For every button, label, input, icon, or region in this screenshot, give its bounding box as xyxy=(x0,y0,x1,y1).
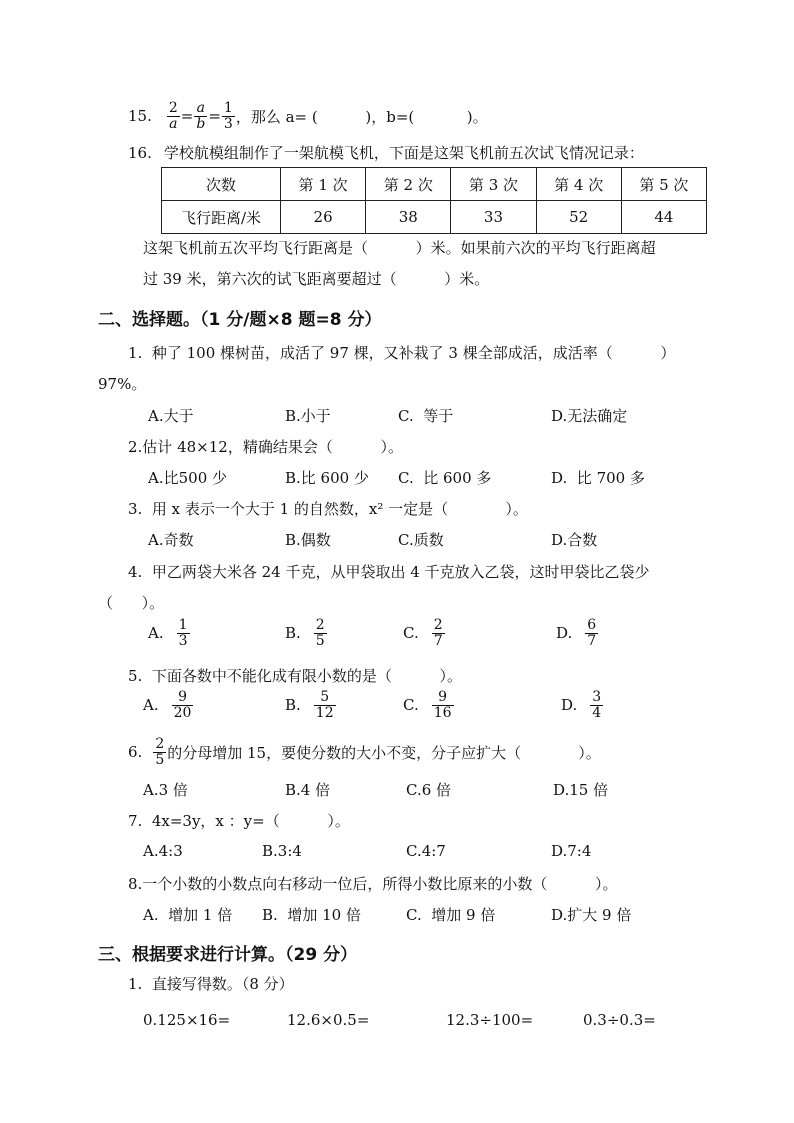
option-a: A.大于 xyxy=(148,407,194,425)
option-c: C. 等于 xyxy=(398,407,454,425)
option-c: C.6 倍 xyxy=(406,781,452,799)
option-fraction: $\frac{2}{5}$ xyxy=(315,617,325,649)
table-cell: 33 xyxy=(451,201,536,234)
option-d: D. $\frac{3}{4}$ xyxy=(561,689,602,721)
calc-item: 12.6×0.5= xyxy=(287,1011,370,1029)
choice-8-stem: 8.一个小数的小数点向右移动一位后，所得小数比原来的小数（ ）。 xyxy=(128,875,618,893)
option-b: B. $\frac{2}{5}$ xyxy=(285,617,325,649)
option-fraction: $\frac{5}{12}$ xyxy=(315,689,334,721)
option-d: D.合数 xyxy=(551,531,598,549)
table-cell: 第 4 次 xyxy=(536,168,621,201)
fraction-a-over-b: $\frac{a}{b}$ xyxy=(196,99,206,132)
option-d: D.15 倍 xyxy=(553,781,609,799)
question-16-line1: 这架飞机前五次平均飞行距离是（ ）米。如果前六次的平均飞行距离超 xyxy=(143,239,656,257)
option-a: A. $\frac{9}{20}$ xyxy=(143,689,192,721)
choice-3-stem: 3. 用 x 表示一个大于 1 的自然数，x² 一定是（ ）。 xyxy=(128,500,528,518)
table-cell: 第 5 次 xyxy=(621,168,706,201)
section-3-title: 三、根据要求进行计算。（29 分） xyxy=(98,945,358,965)
section-2-title: 二、选择题。（1 分/题×8 题=8 分） xyxy=(98,310,382,330)
choice-1-stem: 1. 种了 100 棵树苗，成活了 97 棵，又补栽了 3 棵全部成活，成活率（ ） xyxy=(128,344,676,362)
option-fraction: $\frac{3}{4}$ xyxy=(592,689,602,721)
calc-item: 0.125×16= xyxy=(143,1011,231,1029)
table-cell: 26 xyxy=(281,201,366,234)
question-16-stem: 16. 学校航模组制作了一架航模飞机，下面是这架飞机前五次试飞情况记录： xyxy=(128,144,644,162)
fraction-2-over-5: $\frac{2}{5}$ xyxy=(155,735,165,768)
table-cell: 52 xyxy=(536,201,621,234)
option-b: B.偶数 xyxy=(285,531,331,549)
option-d: D. $\frac{6}{7}$ xyxy=(556,617,597,649)
calc-item: 12.3÷100= xyxy=(446,1011,534,1029)
option-a: A. 增加 1 倍 xyxy=(143,906,233,924)
option-c: C. $\frac{9}{16}$ xyxy=(403,689,452,721)
choice-5-stem: 5. 下面各数中不能化成有限小数的是（ ）。 xyxy=(128,667,463,685)
question-text: ，那么 a= ( )，b=( )。 xyxy=(235,107,488,126)
option-d: D.扩大 9 倍 xyxy=(551,906,632,924)
option-a: A.比500 少 xyxy=(148,469,227,487)
question-number: 15. xyxy=(128,107,152,125)
table-cell: 飞行距离/米 xyxy=(162,201,281,234)
option-d: D.7:4 xyxy=(551,842,592,860)
option-c: C. 比 600 多 xyxy=(398,469,492,487)
option-a: A.3 倍 xyxy=(143,781,188,799)
option-d: D.无法确定 xyxy=(551,407,628,425)
option-a: A.奇数 xyxy=(148,531,194,549)
table-row xyxy=(162,168,707,201)
option-b: B.4 倍 xyxy=(285,781,331,799)
option-b: B. $\frac{5}{12}$ xyxy=(285,689,334,721)
option-b: B.比 600 少 xyxy=(285,469,369,487)
fraction-1-over-3: $\frac{1}{3}$ xyxy=(223,99,233,132)
option-fraction: $\frac{6}{7}$ xyxy=(587,617,597,649)
option-c: C.质数 xyxy=(398,531,444,549)
table-cell: 第 3 次 xyxy=(451,168,536,201)
option-fraction: $\frac{9}{20}$ xyxy=(173,689,192,721)
table-cell: 44 xyxy=(621,201,706,234)
calc-subtitle: 1. 直接写得数。（8 分） xyxy=(128,975,294,993)
option-c: C.4:7 xyxy=(406,842,446,860)
question-15: 15. $\frac{2}{a}$ = $\frac{a}{b}$ = $\frac{1}{3}$ ，那么 a= ( )，b=( )。 xyxy=(128,99,488,132)
option-fraction: $\frac{2}{7}$ xyxy=(433,617,443,649)
option-b: B. 增加 10 倍 xyxy=(262,906,361,924)
choice-7-stem: 7. 4x=3y，x ：y=（ ）。 xyxy=(128,812,350,830)
question-16-line2: 过 39 米，第六次的试飞距离要超过（ ）米。 xyxy=(143,270,490,288)
table-cell: 次数 xyxy=(162,168,281,201)
table-cell: 38 xyxy=(366,201,451,234)
table-row xyxy=(162,201,707,234)
choice-4-cont: （ ）。 xyxy=(98,594,165,612)
option-a: A. $\frac{1}{3}$ xyxy=(148,617,188,649)
fraction-2-over-a: $\frac{2}{a}$ xyxy=(168,99,178,132)
option-a: A.4:3 xyxy=(143,842,183,860)
choice-1-cont: 97%。 xyxy=(98,375,147,393)
choice-6-stem: 6. $\frac{2}{5}$ 的分母增加 15，要使分数的大小不变，分子应扩大（ ）。 xyxy=(128,735,601,768)
option-fraction: $\frac{9}{16}$ xyxy=(433,689,452,721)
table-cell: 第 1 次 xyxy=(281,168,366,201)
option-b: B.小于 xyxy=(285,407,331,425)
option-fraction: $\frac{1}{3}$ xyxy=(178,617,188,649)
option-c: C. 增加 9 倍 xyxy=(406,906,496,924)
table-cell: 第 2 次 xyxy=(366,168,451,201)
option-c: C. $\frac{2}{7}$ xyxy=(403,617,443,649)
option-d: D. 比 700 多 xyxy=(551,469,645,487)
flight-record-table xyxy=(161,167,707,234)
choice-2-stem: 2.估计 48×12，精确结果会（ ）。 xyxy=(128,438,404,456)
choice-4-stem: 4. 甲乙两袋大米各 24 千克，从甲袋取出 4 千克放入乙袋，这时甲袋比乙袋少 xyxy=(128,563,650,581)
option-b: B.3:4 xyxy=(262,842,302,860)
calc-item: 0.3÷0.3= xyxy=(583,1011,656,1029)
